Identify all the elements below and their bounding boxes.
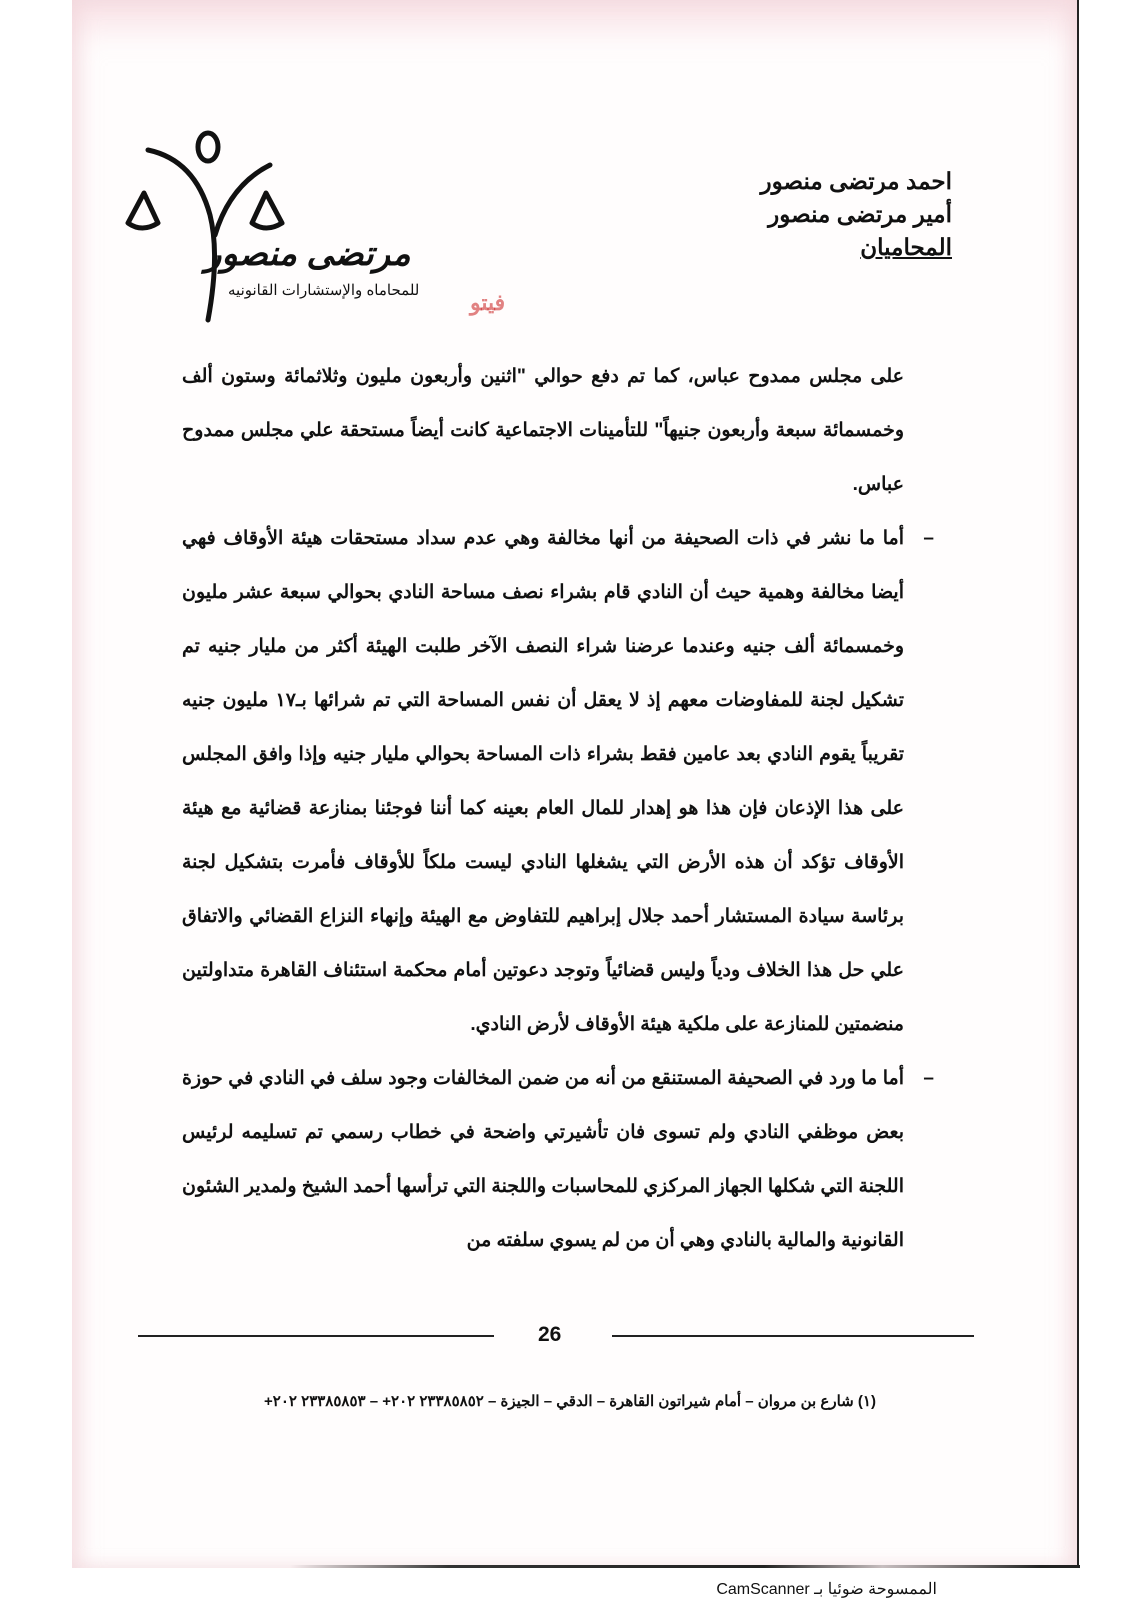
scanner-label: الممسوحة ضوئيا بـ CamScanner bbox=[716, 1581, 937, 1598]
dash-bullet-icon: – bbox=[923, 1068, 934, 1089]
page-number: 26 bbox=[538, 1323, 562, 1346]
page-edge-shadow bbox=[290, 1565, 1080, 1568]
watermark: فيتو bbox=[470, 290, 506, 315]
bullet-paragraph: أما ما نشر في ذات الصحيفة من أنها مخالفة وهي عدم سداد مستحقات هيئة الأوقاف فهي أيضا مخالفة وهمية حيث أن النادي قام بشراء نصف مساحة النادي بحوالي سبعة عشر مليون وخمسمائة ألف جنيه وعندما عرضنا شراء النصف الآخر طلبت الهيئة أكثر من مليار جنيه تم تشكيل لجنة للمفاوضات معهم إذ لا يعقل أن نفس المساحة التي تم شرائها بـ١٧ مليون جنيه تقريباً يقوم النادي بعد عامين فقط بشراء ذات المساحة بحوالي مليار جنيه وإذا وافق المجلس على هذا الإذعان فإن هذا هو إهدار للمال العام بعينه كما أننا فوجئنا بمنازعة قضائية مع هيئة الأوقاف تؤكد أن هذه الأرض التي يشغلها النادي ليست ملكاً للأوقاف فأمرت بتشكيل لجنة برئاسة سيادة المستشار أحمد جلال إبراهيم للتفاوض مع الهيئة وإنهاء النزاع القضائي والاتفاق علي حل هذا الخلاف ودياً وليس قضائياً وتوجد دعوتين أمام محكمة استئناف القاهرة متداولتين منضمتين للمنازعة على ملكية هيئة الأوقاف لأرض النادي. bbox=[182, 528, 904, 1035]
logo-title: مرتضى منصور bbox=[205, 235, 411, 273]
footer-rule-left bbox=[138, 1335, 494, 1337]
paragraph: على مجلس ممدوح عباس، كما تم دفع حوالي "اثنين وأربعون مليون وثلاثمائة وستون ألف وخمسمائة سبعة وأربعون جنيهاً" للتأمينات الاجتماعية كانت أيضاً مستحقة علي مجلس ممدوح عباس. bbox=[182, 366, 904, 495]
lawyer-name: أمير مرتضى منصور bbox=[768, 201, 952, 227]
bullet-paragraph: أما ما ورد في الصحيفة المستنقع من أنه من ضمن المخالفات وجود سلف في النادي في حوزة بعض موظفي النادي ولم تسوى فان تأشيرتي واضحة في خطاب رسمي تم تسليمه لرئيس اللجنة التي شكلها الجهاز المركزي للمحاسبات واللجنة التي ترأسها أحمد الشيخ ولمدير الشئون القانونية والمالية بالنادي وهي أن من لم يسوي سلفته من bbox=[182, 1068, 904, 1251]
bullet-item bbox=[182, 512, 934, 1052]
footer-address: (١) شارع بن مروان – أمام شيراتون القاهرة – الدقي – الجيزة – ٢٣٣٨٥٨٥٢ ٢٠٢+ – ٢٣٣٨٥٨٥٣ ٢٠٢+ bbox=[264, 1393, 876, 1410]
dash-bullet-icon: – bbox=[923, 528, 934, 549]
lawyers-role: المحاميان bbox=[860, 234, 952, 260]
lawyer-name: احمد مرتضى منصور bbox=[760, 168, 952, 194]
letterhead-names bbox=[761, 165, 952, 264]
document-body bbox=[182, 350, 934, 1270]
footer-rule-right bbox=[612, 1335, 974, 1337]
logo-subtitle: للمحاماه والإستشارات القانونيه bbox=[228, 282, 420, 299]
bullet-item bbox=[182, 1052, 934, 1268]
